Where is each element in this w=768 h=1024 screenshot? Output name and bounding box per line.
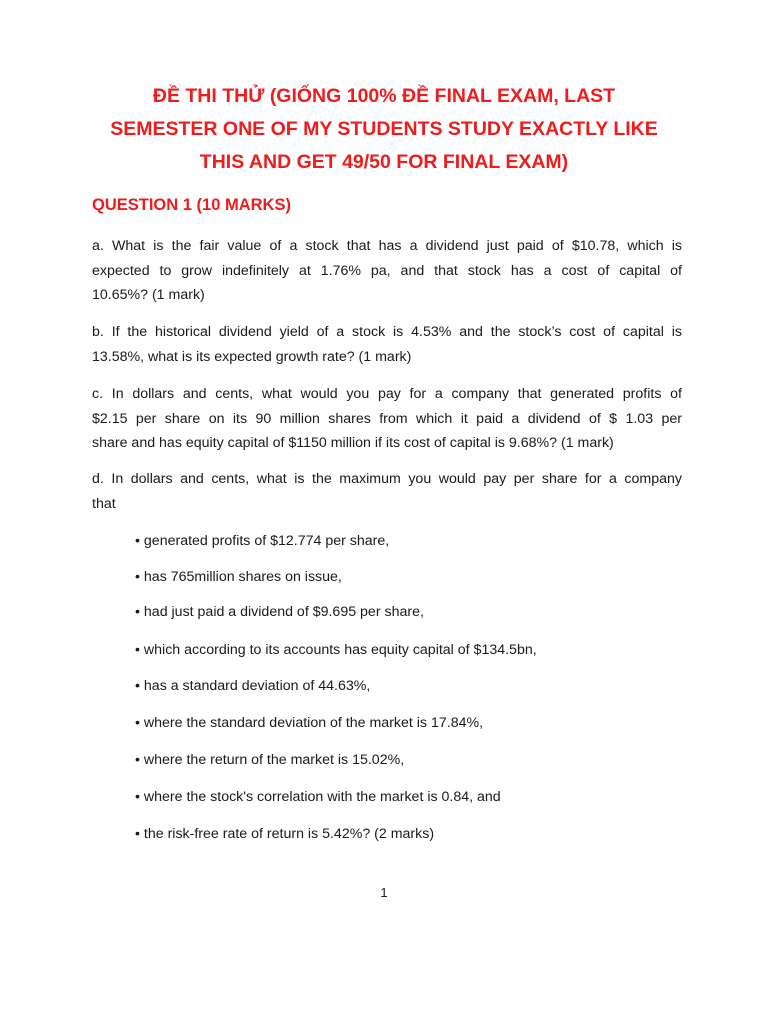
text-line: expected to grow indefinitely at 1.76% pa, and that stock has a cost of capital of (92, 262, 682, 279)
text-line: 13.58%, what is its expected growth rate? (1 mark) (92, 348, 412, 365)
bullet-item: • had just paid a dividend of $9.695 per share, (135, 604, 424, 620)
text-line: that (92, 495, 116, 512)
title-line: ĐỀ THI THỬ (GIỐNG 100% ĐỀ FINAL EXAM, LAST (152, 85, 616, 107)
question-part-d (92, 467, 682, 516)
bullet-item: • which according to its accounts has equity capital of $134.5bn, (135, 642, 537, 658)
text-line: a. What is the fair value of a stock that has a dividend just paid of $10.78, which is (92, 238, 682, 254)
title-line: THIS AND GET 49/50 FOR FINAL EXAM) (199, 151, 569, 173)
text-line: $2.15 per share on its 90 million shares from which it paid a dividend of $ 1.03 per (92, 410, 682, 427)
bullet-item: • where the standard deviation of the market is 17.84%, (135, 715, 484, 731)
title-line: SEMESTER ONE OF MY STUDENTS STUDY EXACTLY LIKE (110, 118, 658, 140)
text-line: share and has equity capital of $1150 million if its cost of capital is 9.68%? (1 mark) (92, 435, 614, 451)
bullet-item: • where the stock's correlation with the market is 0.84, and (135, 789, 501, 805)
bullet-item: • the risk-free rate of return is 5.42%? (2 marks) (135, 826, 435, 842)
text-line: 10.65%? (1 mark) (92, 287, 205, 303)
text-line: d. In dollars and cents, what is the maximum you would pay per share for a company (92, 471, 682, 487)
bullet-item: • where the return of the market is 15.02%, (135, 752, 405, 768)
bullet-item: • has 765million shares on issue, (135, 569, 342, 585)
document-title (60, 80, 708, 179)
text-line: c. In dollars and cents, what would you pay for a company that generated profits of (92, 386, 682, 402)
question-part-b (92, 320, 682, 369)
question-part-c (92, 382, 682, 456)
page-number: 1 (380, 885, 388, 900)
question-heading: QUESTION 1 (10 MARKS) (92, 196, 291, 214)
bullet-item: • has a standard deviation of 44.63%, (135, 678, 371, 694)
text-line: b. If the historical dividend yield of a stock is 4.53% and the stock’s cost of capital is (92, 324, 682, 340)
question-part-a (92, 234, 682, 308)
bullet-item: • generated profits of $12.774 per share, (135, 533, 390, 549)
